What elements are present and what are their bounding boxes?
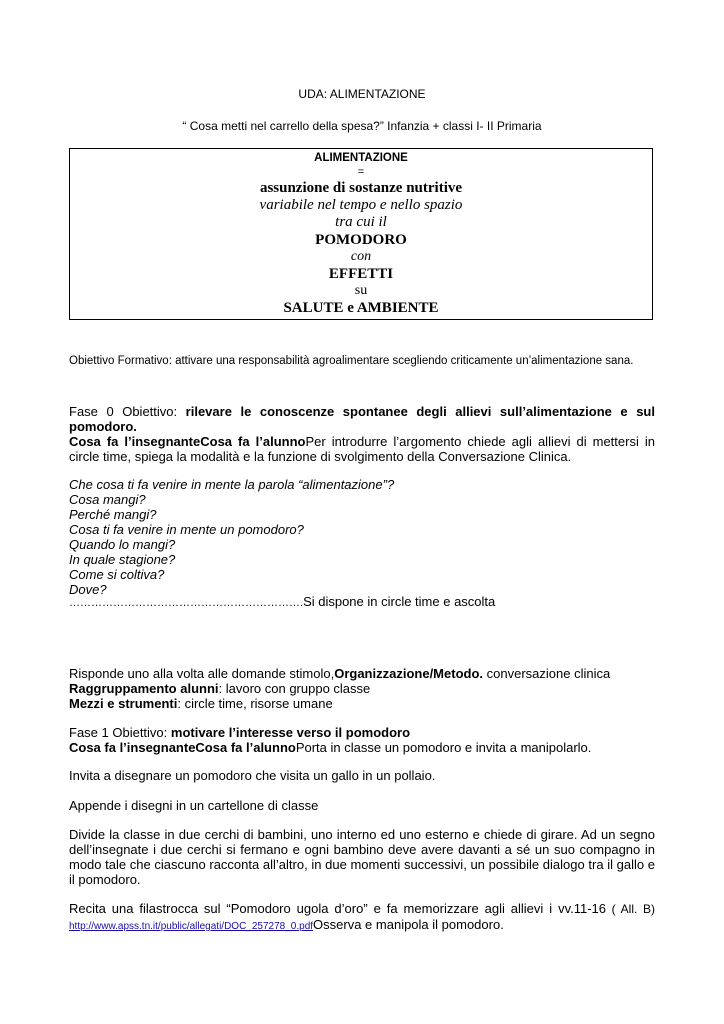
fase1-section [69,725,655,755]
filastrocca-text: Recita una filastrocca sul “Pomodoro ugola d’oro” e fa memorizzare agli allievi i vv.11-16 [69,901,606,916]
org-method-text: conversazione clinica [483,666,611,681]
box-line-effetti: EFFETTI [328,265,394,282]
dots-placeholder: ………………………………………………………. [69,597,304,609]
allegato-link[interactable]: http://www.apss.tn.it/public/allegati/DOC_257278_0.pdf [69,921,314,932]
box-line-tra-cui: tra cui il [335,213,387,230]
box-line-variabile: variabile nel tempo e nello spazio [259,196,463,213]
question-item: In quale stagione? [69,552,176,567]
fase0-goal: rilevare le conoscenze spontanee degli allievi sull’alimentazione e sul pomodoro. [69,404,655,434]
fase0-label: Fase 0 Obiettivo: [69,404,186,419]
page-title: UDA: ALIMENTAZIONE [298,87,426,101]
means-text: : circle time, risorse umane [177,696,333,711]
box-title: ALIMENTAZIONE [314,152,408,164]
group-text: : lavoro con gruppo classe [218,681,371,696]
question-item: Perché mangi? [69,507,157,522]
filastrocca-end: Osserva e manipola il pomodoro. [313,917,504,932]
box-line-con: con [350,248,372,264]
box-line-assunzione: assunzione di sostanze nutritive [259,179,463,196]
fase1-paragraph-cerchi: Divide la classe in due cerchi di bambini, uno interno ed uno esterno e chiede di girare. Ad un segno dell’insegnate i due cerchi si fermano e ogni bambino deve avere davanti a sé un suo compagno in modo tale che ciascuno racconta all’altro, in due momenti successivi, un possibile dialogo tra il gallo e il pomodoro. [69,827,655,887]
box-line-pomodoro: POMODORO [315,231,407,248]
fase0-section [69,404,655,464]
fase0-teacher-label: Cosa fa l’insegnanteCosa fa l’alunno [69,434,306,449]
org-text: Risponde uno alla volta alle domande stimolo, [69,666,335,681]
fase1-paragraph-filastrocca [69,901,655,935]
organization-section [69,666,655,711]
box-line-salute: SALUTE e AMBIENTE [283,299,439,316]
question-item: Dove? [69,582,107,597]
question-item: Cosa mangi? [69,492,146,507]
box-equals: = [357,165,365,178]
fase0-student-line [69,594,655,611]
fase1-teacher-label: Cosa fa l’insegnanteCosa fa l’alunno [69,740,296,755]
question-item: Cosa ti fa venire in mente un pomodoro? [69,522,304,537]
fase1-label: Fase 1 Obiettivo: [69,725,171,740]
question-item: Quando lo mangi? [69,537,176,552]
fase1-teacher-text: Porta in classe un pomodoro e invita a manipolarlo. [295,740,592,755]
org-label: Organizzazione/Metodo. [334,666,484,681]
box-line-su: su [354,282,368,298]
fase1-paragraph-disegnare: Invita a disegnare un pomodoro che visita un gallo in un pollaio. [69,768,436,783]
question-item: Che cosa ti fa venire in mente la parola “alimentazione”? [69,477,395,492]
objective-paragraph: Obiettivo Formativo: attivare una responsabilità agroalimentare scegliendo criticamente un’alimentazione sana. [69,355,634,367]
fase0-questions [69,477,655,597]
group-label: Raggruppamento alunni [69,681,219,696]
page-subtitle: “ Cosa metti nel carrello della spesa?” Infanzia + classi I- II Primaria [182,119,542,133]
means-label: Mezzi e strumenti [69,696,178,711]
fase0-teacher-text: Per introdurre l’argomento chiede agli allievi di mettersi in circle time, spiega la modalità e la funzione di svolgimento della Conversazione Clinica. [69,434,655,464]
fase1-goal: motivare l’interesse verso il pomodoro [170,725,411,740]
concept-box [69,148,653,320]
fase0-student-text: Si dispone in circle time e ascolta [303,594,496,609]
allegato-ref: ( All. B) [606,902,655,916]
fase1-paragraph-cartellone: Appende i disegni in un cartellone di classe [69,798,319,813]
question-item: Come si coltiva? [69,567,165,582]
